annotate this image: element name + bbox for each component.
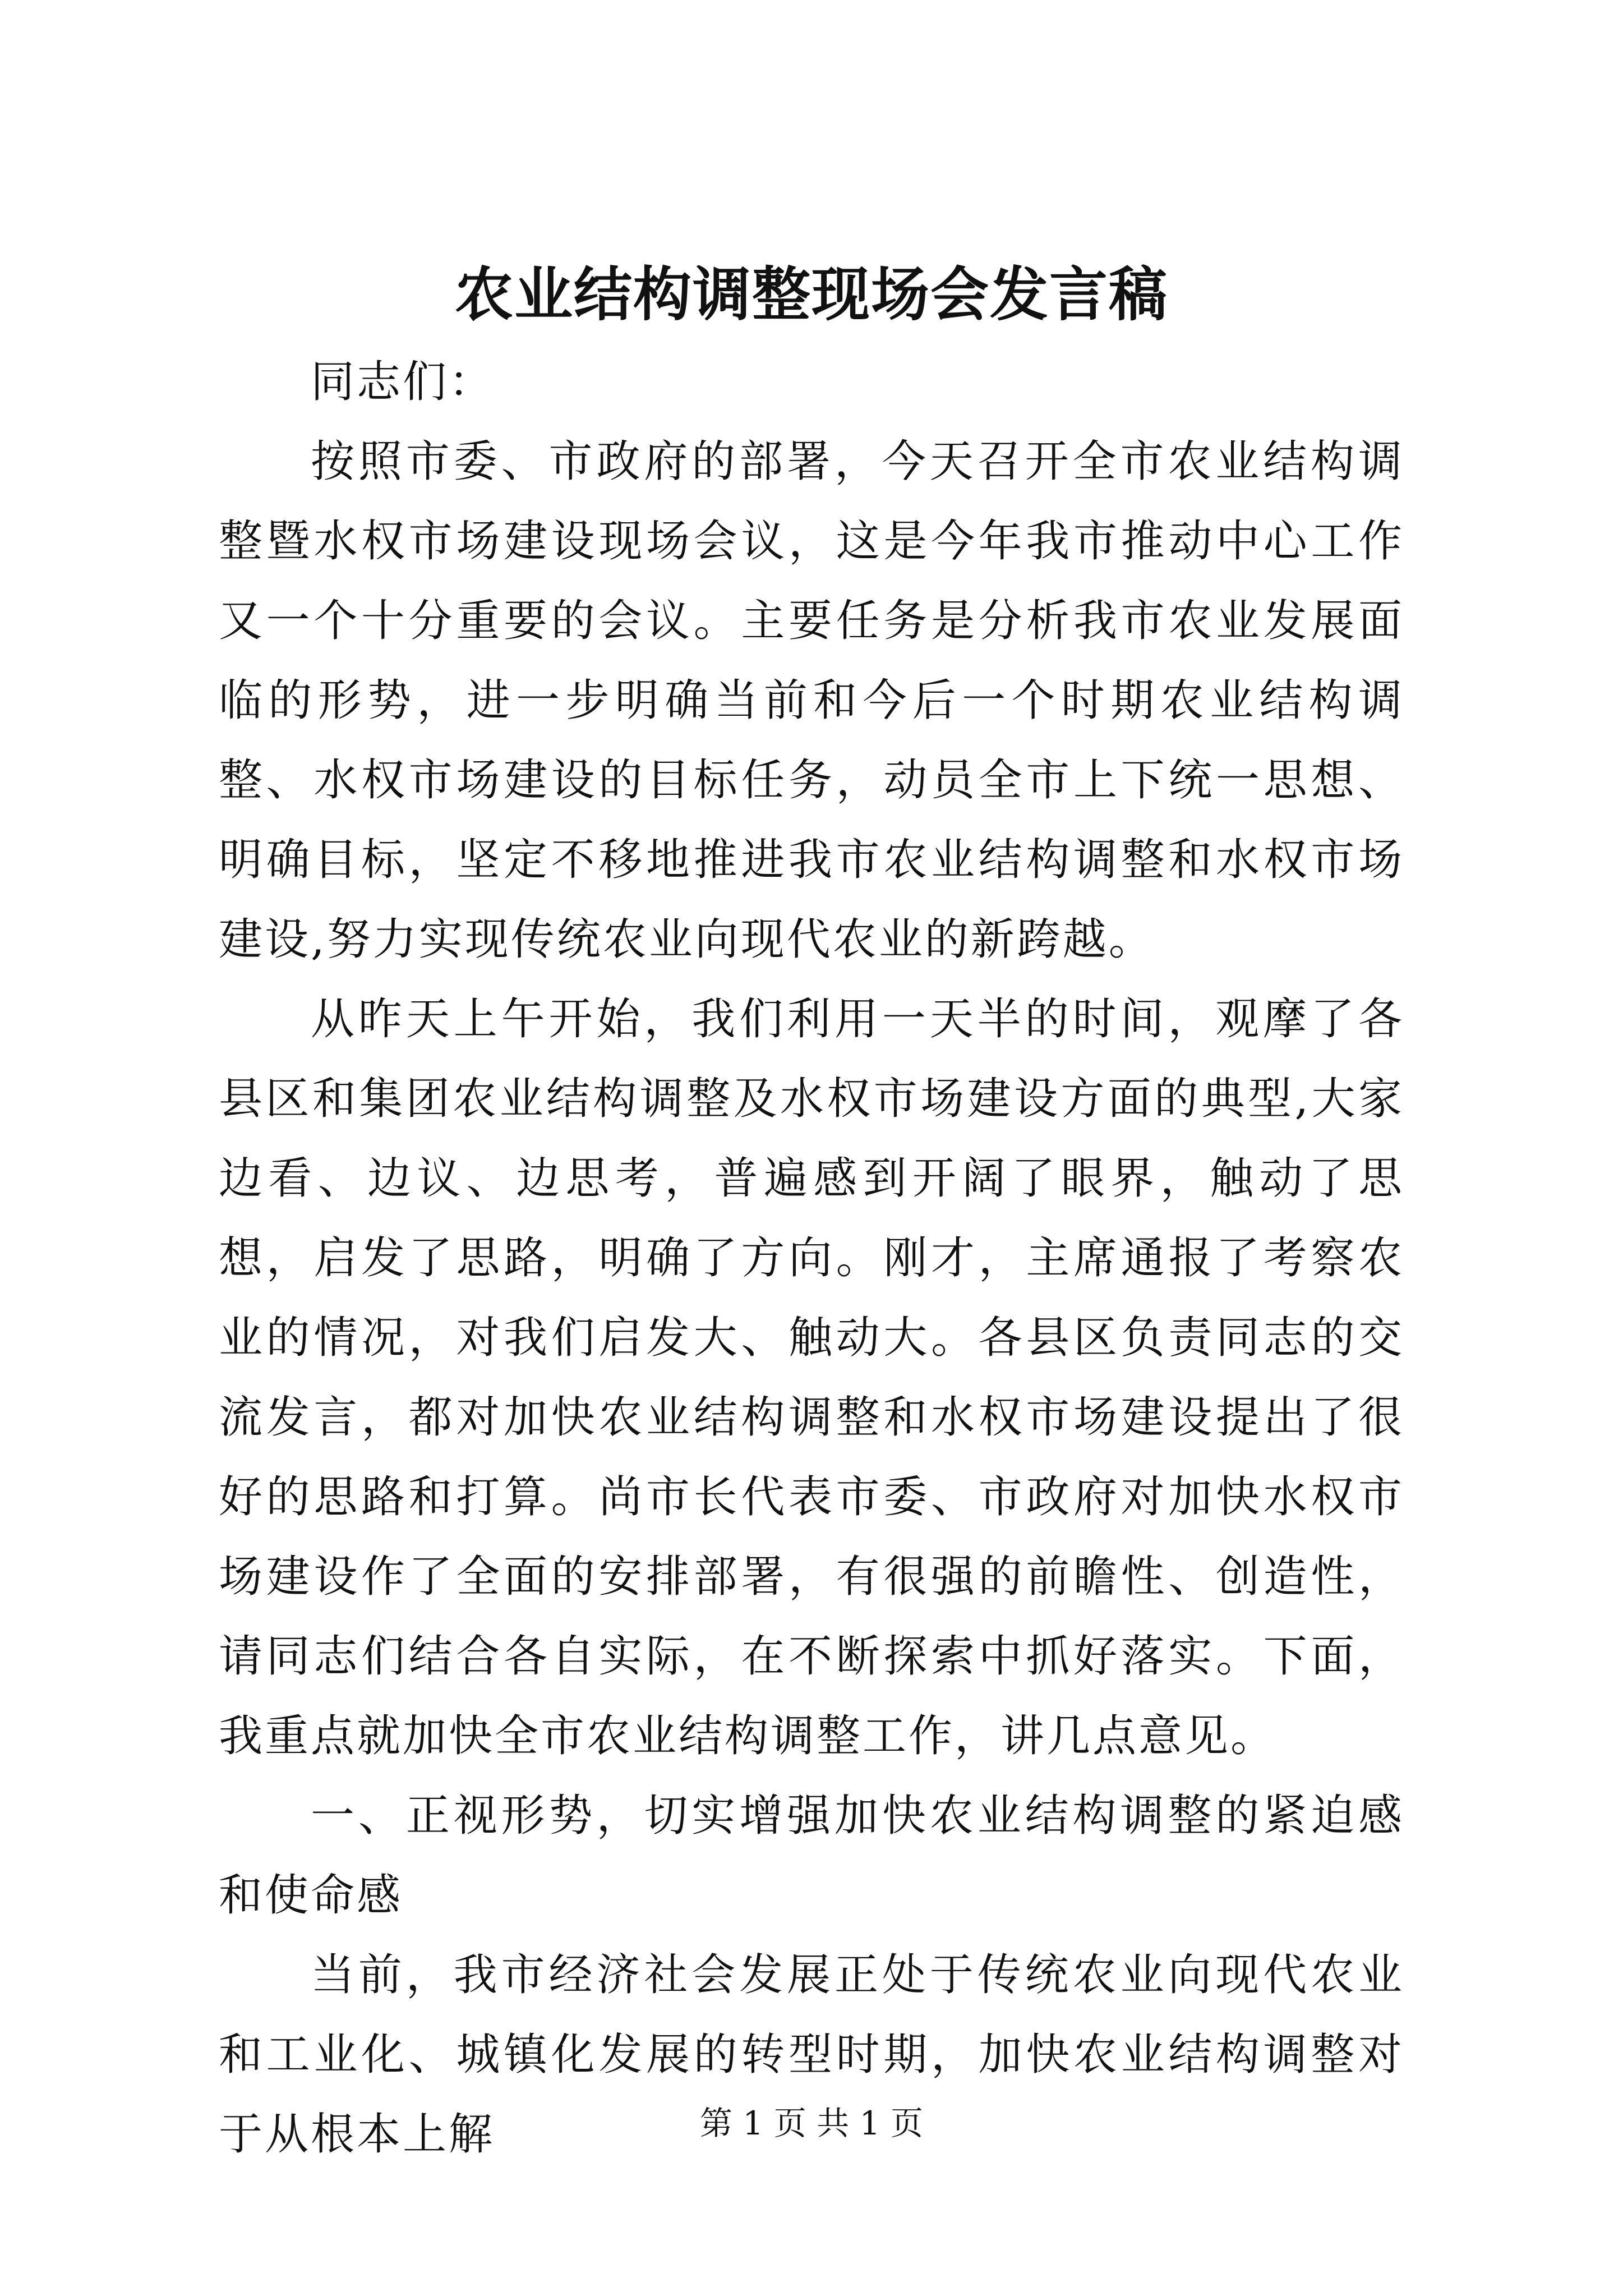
document-title: 农业结构调整现场会发言稿: [454, 260, 1168, 329]
document-body: [219, 342, 1404, 2174]
paragraph-current-situation: 当前，我市经济社会发展正处于传统农业向现代农业和工业化、城镇化发展的转型时期，加快农业结构调整对于从根本上解: [219, 1950, 1404, 2160]
paragraph-intro: 按照市委、市政府的部署，今天召开全市农业结构调整暨水权市场建设现场会议，这是今年我市推动中心工作又一个十分重要的会议。主要任务是分析我市农业发展面临的形势，进一步明确当前和今后一个时期农业结构调整、水权市场建设的目标任务，动员全市上下统一思想、明确目标，坚定不移地推进我市农业结构调整和水权市场建设,努力实现传统农业向现代农业的新跨越。: [219, 436, 1404, 965]
section-heading-1: 一、正视形势，切实增强加快农业结构调整的紧迫感和使命感: [219, 1791, 1404, 1921]
salutation: 同志们：: [311, 357, 495, 407]
paragraph-observation: 从昨天上午开始，我们利用一天半的时间，观摩了各县区和集团农业结构调整及水权市场建设方面的典型,大家边看、边议、边思考，普遍感到开阔了眼界，触动了思想，启发了思路，明确了方向。刚才，主席通报了考察农业的情况，对我们启发大、触动大。各县区负责同志的交流发言，都对加快农业结构调整和水权市场建设提出了很好的思路和打算。尚市长代表市委、市政府对加快水权市场建设作了全面的安排部署，有很强的前瞻性、创造性，请同志们结合各自实际，在不断探索中抓好落实。下面，我重点就加快全市农业结构调整工作，讲几点意见。: [219, 994, 1404, 1761]
page-footer: 第 1 页 共 1 页: [700, 2104, 923, 2142]
